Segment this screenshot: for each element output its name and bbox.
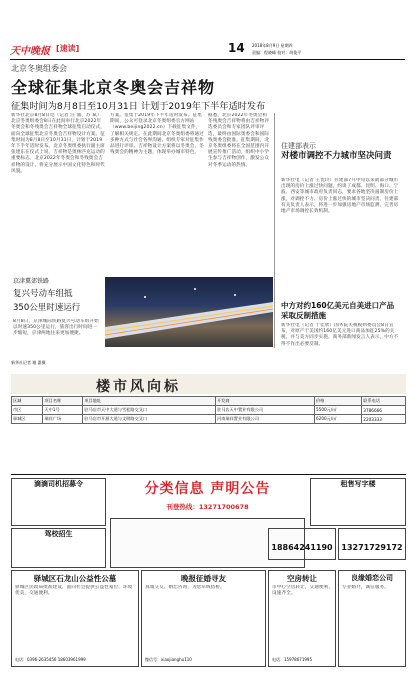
right-kicker: 住建部表示	[281, 142, 316, 150]
table-cell: 3786666	[362, 406, 406, 415]
ad-title: 租售写字楼	[340, 480, 376, 488]
table-cell: 6200元/㎡	[314, 415, 361, 424]
table-header: 项目地址	[83, 397, 216, 406]
logo: 天中晚报	[10, 46, 50, 57]
ad-body: 市中心空房转让，交通便利，设施齐全。	[272, 585, 334, 597]
column-divider	[274, 113, 275, 348]
train-illustration	[105, 277, 273, 347]
table-cell: 瑞祥广场	[43, 415, 83, 424]
editor-line: 责编：程晓峰 校对：胡俊平	[252, 50, 302, 55]
ad-cemetery	[11, 570, 139, 667]
right-headline-2: 中方对约160亿美元自美进口产品采取反制措施	[281, 301, 395, 320]
ad-left-mid	[11, 528, 106, 568]
table-cell: 驿城区	[12, 415, 43, 424]
ad-title: 驿城区石龙山公益性公墓	[33, 574, 117, 583]
table-cell: 2203333	[362, 415, 406, 424]
market-title: 楼市风向标	[96, 379, 181, 395]
lead-headline: 全球征集北京冬奥会吉祥物	[11, 78, 216, 97]
lead-body-col2: 方案。征集于2019年下半年适时发布。征集期间，公众可登录北京冬奥组委官方网站（www.beijing2022.cn）下载征集文件，了解相关规定。在此期间北京冬奥组委将通过多种方式与社会各界沟通，组织专家对征集作品进行评审。吉祥物设计方案将以冬奥会、冬残奥会的精神为主题，体现举办城市特色。	[110, 113, 204, 156]
table-header: 联系电话	[362, 397, 406, 406]
ad-right-top	[310, 478, 406, 526]
table-cell: 驻马店天中置业有限公司	[216, 406, 315, 415]
page-number: 14	[228, 41, 245, 55]
phone-number: 13271729172	[341, 543, 403, 552]
right-body: 新华社电（记者 王优玲）住建部7月中旬以来就部分城市出现的房价上涨过快问题，约谈了成都、昆明、海口、宁波、西安等城市政府负责同志，要求各地坚决遏制房价上涨，对调控不力、房价上涨过快的城市坚决问责。住建部有关负责人表示，将进一步加强房地产市场监测，完善房地产市场调控长效机制。	[281, 178, 399, 215]
ad-title: 滴滴司机招募令	[34, 480, 83, 488]
ad-body: 真诚交友、婚恋咨询，为您牵线搭桥。	[145, 585, 225, 590]
photo-story-kicker: 京津冀郊铁路	[13, 278, 50, 285]
ad-marriage-agency	[338, 570, 406, 667]
table-cell: 天中1号	[43, 406, 83, 415]
table-cell: 5500元/㎡	[314, 406, 361, 415]
ad-left-top	[11, 478, 106, 526]
photo-story-headline-1: 复兴号动车组抵	[13, 289, 73, 299]
ad-phone: 电话：15978671995	[272, 657, 312, 662]
date-line: 2018年8月9日 星期四	[252, 43, 293, 48]
section-label: [速读]	[56, 44, 80, 53]
table-cell: 河南瑞祥置业有限公司	[216, 415, 315, 424]
table-cell: 驻马店市开源大道与文明路交叉口	[83, 415, 216, 424]
classifieds-banner	[110, 478, 305, 514]
ad-phone: 电话：0396-2635456 18603961999	[15, 657, 86, 662]
table-header: 区域	[12, 397, 43, 406]
table-cell: 驻马店市天中大道与雪松路交叉口	[83, 406, 216, 415]
ad-room-transfer	[268, 570, 336, 667]
photo-story-body: 8月8日，京津城际铁路复兴号动车组开始以时速350公里运行，旅客出行时间进一步缩短，京津两地往来更加便捷。	[13, 319, 99, 337]
table-row	[12, 415, 406, 424]
table-header: 项目名称	[43, 397, 83, 406]
classifieds-title: 分类信息 声明公告	[144, 481, 271, 497]
ad-body: 专业婚介，诚信服务。	[342, 585, 389, 590]
table-header: 价格	[314, 397, 361, 406]
table-row	[12, 406, 406, 415]
train-photo	[105, 277, 273, 347]
photo-story-headline-2: 350公里时速运行	[13, 303, 81, 313]
classifieds-rule	[11, 474, 406, 475]
photo-story	[11, 272, 103, 362]
ad-title: 空房转让	[287, 574, 317, 583]
ad-phone-1	[268, 528, 336, 560]
ad-phone-2	[338, 528, 406, 560]
lead-kicker: 北京冬奥组委会	[11, 64, 67, 73]
table-header: 开发商	[216, 397, 315, 406]
classifieds-hotline: 刊登热线：13271700678	[166, 503, 249, 511]
ad-matchmaking	[141, 570, 266, 667]
masthead-rule	[10, 59, 405, 60]
ad-phone: 微信号：xiaojianghu110	[145, 657, 192, 662]
ad-title: 驾校招生	[44, 530, 73, 538]
ad-title: 良缘婚恋公司	[351, 574, 393, 582]
table-cell: 市区	[12, 406, 43, 415]
ad-body: 驿城区民政局批准建设，面向社会提供公益性墓位，环境优美，交通便利。	[15, 585, 133, 597]
lead-body-col3: 据悉，北京2022年冬奥会和冬残奥会吉祥物将由吉祥物评选委员会和专家团队评审评选，最终由国际奥委会和国际残奥委会批准。征集期间，北京冬奥组委将在全国范围内开展宣传推广活动，组织中小学生参与吉祥物创作，激发公众对冬季运动的热情。	[208, 113, 270, 168]
right-body-2: 新华社电（记者 于佳欣）国务院关税税则委员会8日宣布，对原产于美国约160亿美元进口商品加征25%的关税，并与美方同步实施。商务部新闻发言人表示，中方不得不作出必要反制。	[281, 323, 399, 347]
ad-title: 晚报征婚寻友	[181, 574, 226, 583]
lead-subheadline: 征集时间为8月8日至10月31日 计划于2019年下半年适时发布	[11, 101, 266, 112]
lead-body-col1: 新华社北京8月8日电（记者 汪 涌、苏 斌）北京冬奥组委会8日在此间举行北京2022年冬奥会和冬残奥会吉祥物全球征集启动仪式，面向全球征集北京冬奥会吉祥物设计方案。征集时间为8月8日至10月31日，计划于2019年下半年适时发布。北京冬奥组委执行副主席张建东在仪式上说，吉祥物是奥林匹克运动的重要标志，北京2022年冬奥会和冬残奥会吉祥物的设计，将充分展示中国文化特色和时代风貌。	[11, 113, 105, 174]
market-table	[11, 396, 406, 424]
market-banner	[11, 374, 406, 394]
table-header-row	[12, 397, 406, 406]
photo-caption: 新华社记者 谢 惠摄	[11, 360, 46, 365]
phone-number: 18864241190	[271, 543, 333, 552]
right-headline: 对楼市调控不力城市坚决问责	[281, 151, 392, 161]
masthead	[10, 40, 405, 58]
